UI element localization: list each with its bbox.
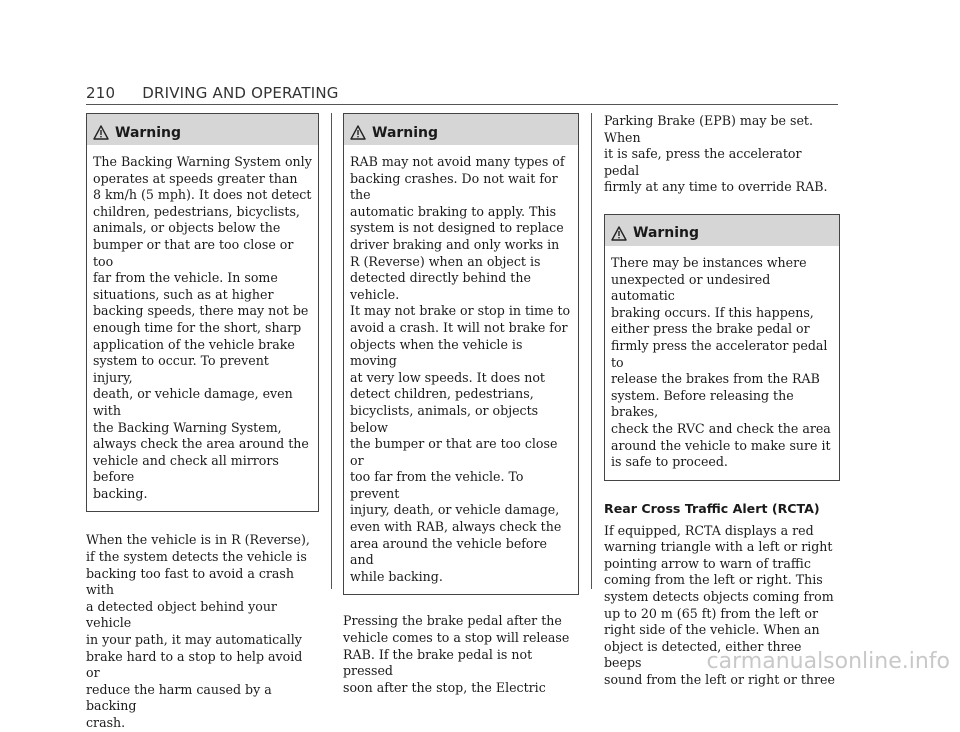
column-2: [343, 113, 579, 696]
page-header: [86, 84, 838, 105]
warning-header: [87, 114, 318, 145]
warning-header: [605, 215, 839, 246]
body-paragraph: If equipped, RCTA displays a red warning triangle with a left or right pointing arrow to warn of traffic coming from the left or right. This system detects objects coming from up to 20 m (65 ft) from the left or right side of the vehicle. When an object is detected, either three beeps sound from the left or right or three: [604, 522, 835, 688]
intro-paragraph: Parking Brake (EPB) may be set. When it is safe, press the accelerator pedal firmly at any time to override RAB.: [604, 113, 828, 195]
warning-box: [343, 113, 579, 595]
page-number: 210: [86, 84, 116, 102]
warning-triangle-icon: [350, 125, 366, 140]
section-heading: Rear Cross Traffic Alert (RCTA): [604, 500, 820, 516]
watermark: carmanualsonline.info: [706, 649, 950, 674]
section-title: DRIVING AND OPERATING: [142, 84, 339, 102]
warning-title: Warning: [633, 225, 700, 242]
body-paragraph: When the vehicle is in R (Reverse), if the system detects the vehicle is backing too fast to avoid a crash with a detected object behind your vehicle in your path, it may automatically brake hard to a stop to help avoid or reduce the harm caused by a backing crash.: [86, 532, 310, 730]
warning-triangle-icon: [93, 125, 109, 140]
body-paragraph: Pressing the brake pedal after the vehicle comes to a stop will release RAB. If the brake pedal is not pressed soon after the stop, the Electric: [343, 613, 570, 695]
column-divider: [591, 113, 592, 589]
column-3: [604, 113, 840, 689]
warning-text: The Backing Warning System only operates at speeds greater than 8 km/h (5 mph). It does not detect children, pedestrians, bicyclists, animals, or objects below the bumper or that are too close or too far from the vehicle. In some situations, such as at higher backing speeds, there may not be enough time for the short, sharp application of the vehicle brake system to occur. To prevent injury, death, or vehicle damage, even with the Backing Warning System, always check the area around the vehicle and check all mirrors before backing.: [93, 154, 312, 501]
warning-header: [344, 114, 578, 145]
warning-title: Warning: [115, 124, 182, 141]
warning-title: Warning: [372, 124, 439, 141]
column-1: [86, 113, 319, 732]
warning-triangle-icon: [611, 226, 627, 241]
warning-text: RAB may not avoid many types of backing crashes. Do not wait for the automatic braking to apply. This system is not designed to replace driver braking and only works in R (Reverse) when an object is detected directly behind the vehicle. It may not brake or stop in time to avoid a crash. It will not brake for objects when the vehicle is moving at very low speeds. It does not detect children, pedestrians, bicyclists, animals, or objects below the bumper or that are too close or too far from the vehicle. To prevent injury, death, or vehicle damage, even with RAB, always check the area around the vehicle before and while backing.: [350, 154, 571, 584]
warning-box: [604, 214, 840, 481]
warning-box: [86, 113, 319, 512]
column-divider: [331, 113, 332, 589]
warning-text: There may be instances where unexpected or undesired automatic braking occurs. If this happens, either press the brake pedal or firmly press the accelerator pedal to release the brakes from the RAB system. Before releasing the brakes, check the RVC and check the area around the vehicle to make sure it is safe to proceed.: [611, 254, 831, 470]
